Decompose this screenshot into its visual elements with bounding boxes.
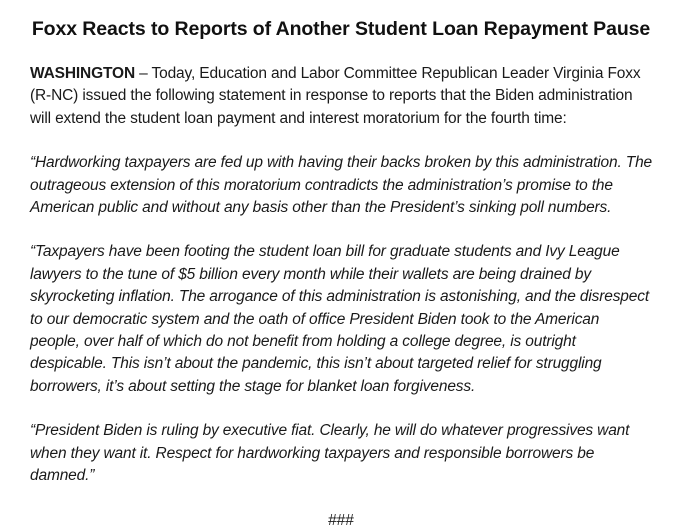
press-release-title: Foxx Reacts to Reports of Another Student Loan Repayment Pause [31,18,651,40]
quote-paragraph-1: “Hardworking taxpayers are fed up with having their backs broken by this administration. The outrageous extension of this moratorium contradicts the administration’s promise to the American public and without any basis other than the President’s sinking poll numbers. [30,154,653,217]
lead-paragraph [30,63,652,130]
quote-paragraph-2: “Taxpayers have been footing the student loan bill for graduate students and Ivy League lawyers to the tune of $5 billion every month while their wallets are being drained by skyrocketing inflation. The arrogance of this administration is astonishing, and the disrespect to our democratic system and the oath of office President Biden took to the American people, over half of which do not benefit from holding a college degree, is outright despicable. This isn’t about the pandemic, this isn’t about targeted relief for struggling borrowers, it’s about setting the stage for blanket loan forgiveness. [30,243,650,395]
end-mark: ### [328,511,354,529]
quote-paragraph-3: “President Biden is ruling by executive fiat. Clearly, he will do whatever progressives want when they want it. Respect for hardworking taxpayers and responsible borrowers be damned.” [30,422,630,485]
dateline: WASHINGTON [30,65,135,82]
lead-text: – Today, Education and Labor Committee Republican Leader Virginia Foxx (R-NC) issued the following statement in response to reports that the Biden administration will extend the student loan payment and interest moratorium for the fourth time: [30,65,641,127]
